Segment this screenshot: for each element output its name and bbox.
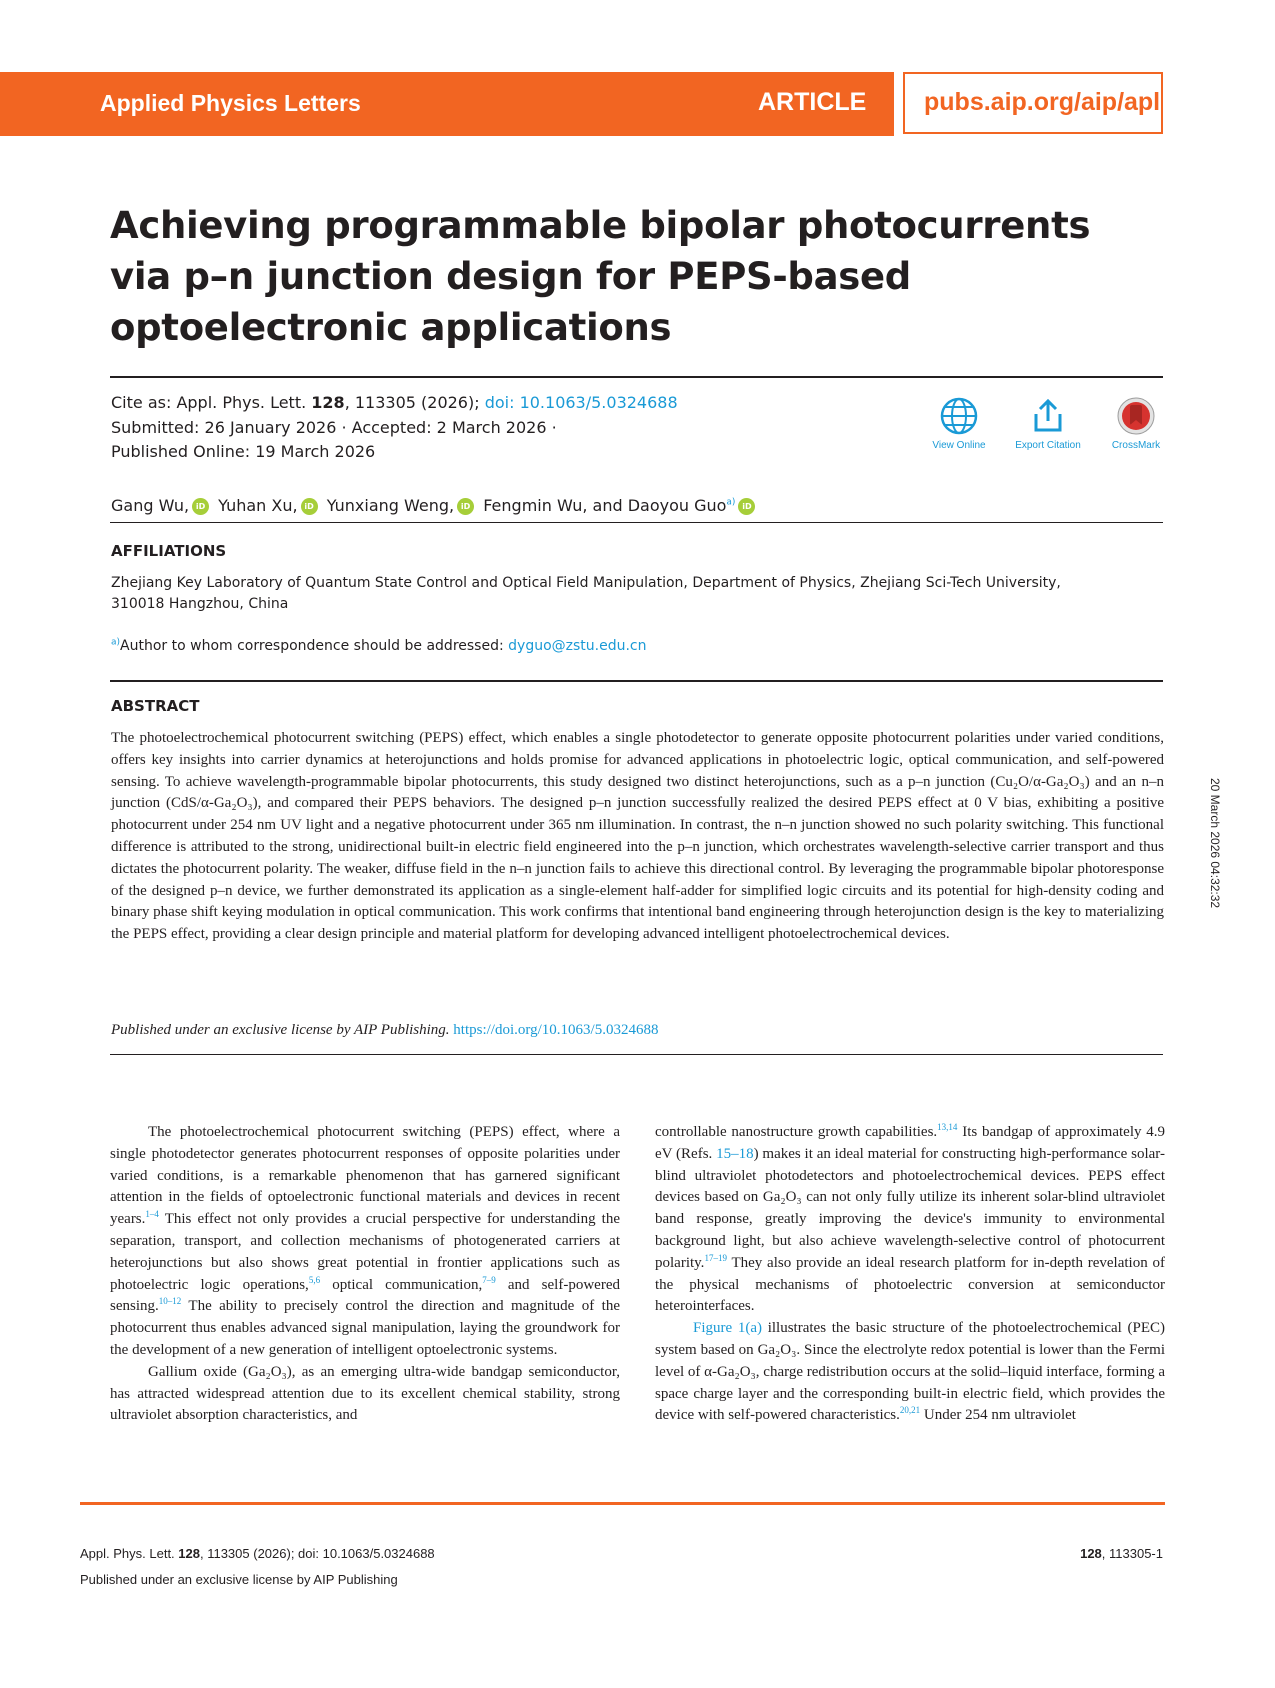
footer-citation: Appl. Phys. Lett. 128, 113305 (2026); doi: 10.1063/5.0324688: [80, 1546, 435, 1561]
view-online-button[interactable]: [914, 396, 1004, 451]
divider: [110, 1054, 1163, 1055]
export-citation-label: Export Citation: [1015, 440, 1081, 451]
reference-link[interactable]: 1–4: [145, 1209, 159, 1220]
reference-link[interactable]: 5,6: [308, 1274, 321, 1285]
footer-page-number: 128, 113305-1: [1080, 1546, 1163, 1561]
journal-url-link[interactable]: pubs.aip.org/aip/apl: [924, 88, 1161, 116]
paragraph: controllable nanostructure growth capabilities.$^{13,14}$ Its bandgap of approximately 4.9 eV (Refs. 15–18) makes it an ideal material for constructing high-performance solar-blind ultraviolet photodetectors and photoelectrochemical devices. PEPS effect devices based on Ga₂O₃ can not only fully utilize its inherent solar-blind ultraviolet band response, greatly improving the device's immunity to environmental background light, but also achieve wavelength-selective control of photocurrent polarity.$^{17-19}$ They also provide an ideal research platform for in-depth revelation of the physical mechanisms of photoelectric conversion at semiconductor heterointerfaces.: [655, 1122, 1166, 1315]
crossmark-button[interactable]: [1091, 396, 1181, 451]
reference-link[interactable]: 7–9: [482, 1274, 496, 1285]
figure-link[interactable]: Figure 1(a): [693, 1320, 763, 1337]
author-name[interactable]: Yunxiang Weng,: [326, 496, 455, 515]
paragraph: Gallium oxide (Ga₂O₃), as an emerging ultra-wide bandgap semiconductor, has attracted widespread attention due to its excellent chemical stability, strong ultraviolet absorption characteristics, and: [110, 1363, 620, 1424]
title-line: via p–n junction design for PEPS-based: [110, 255, 911, 298]
affiliations-heading: AFFILIATIONS: [111, 542, 227, 560]
author-name[interactable]: Fengmin Wu, and Daoyou Guo: [483, 496, 727, 515]
email-link[interactable]: dyguo@zstu.edu.cn: [508, 638, 647, 654]
affiliation-text: Zhejiang Key Laboratory of Quantum State Control and Optical Field Manipulation, Department of Physics, Zhejiang Sci-Tech University, 310018 Hangzhou, China: [111, 575, 1061, 612]
journal-name[interactable]: Applied Physics Letters: [100, 90, 361, 116]
globe-icon: [939, 396, 979, 436]
cite-volume: 128: [311, 393, 345, 412]
footer-license: Published under an exclusive license by AIP Publishing: [80, 1572, 398, 1587]
reference-link[interactable]: 10–12: [158, 1296, 182, 1307]
doi-link[interactable]: doi: 10.1063/5.0324688: [484, 393, 678, 412]
body-column-right: [655, 1122, 1165, 1427]
export-icon: [1028, 396, 1068, 436]
crossmark-icon: [1116, 396, 1156, 436]
license-line: Published under an exclusive license by AIP Publishing. https://doi.org/10.1063/5.0324688: [111, 1022, 659, 1038]
download-timestamp: 20 March 2026 04:32:32: [1208, 778, 1222, 909]
orcid-icon[interactable]: iD: [457, 498, 474, 515]
orcid-icon[interactable]: iD: [301, 498, 318, 515]
abstract-heading: ABSTRACT: [111, 697, 200, 715]
published-line: Published Online: 19 March 2026: [111, 442, 376, 461]
view-online-label: View Online: [932, 440, 986, 451]
orcid-icon[interactable]: iD: [192, 498, 209, 515]
divider: [110, 522, 1163, 523]
paragraph: Figure 1(a) illustrates the basic structure of the photoelectrochemical (PEC) system based on Ga₂O₃. Since the electrolyte redox potential is lower than the Fermi level of α-Ga₂O₃, charge redistribution occurs at the solid–liquid interface, forming a space charge layer and the corresponding built-in electric field, which provides the device with self-powered characteristics.$^{20,21}$ Under 254 nm ultraviolet: [655, 1320, 1165, 1424]
license-doi-link[interactable]: https://doi.org/10.1063/5.0324688: [453, 1022, 659, 1038]
title-line: optoelectronic applications: [110, 306, 672, 349]
article-type-label: ARTICLE: [758, 88, 867, 116]
article-title: [110, 200, 1140, 353]
reference-link[interactable]: 20,21: [899, 1405, 921, 1416]
reference-link[interactable]: 15–18: [716, 1145, 754, 1162]
correspondence-note: $^{a)}$Author to whom correspondence should be addressed: dyguo@zstu.edu.cn: [111, 637, 647, 654]
title-line: Achieving programmable bipolar photocurrents: [110, 204, 1091, 247]
divider: [110, 376, 1163, 378]
footer-rule: [80, 1502, 1165, 1505]
orcid-icon[interactable]: iD: [738, 498, 755, 515]
paragraph: The photoelectrochemical photocurrent switching (PEPS) effect, where a single photodetector generates photocurrent responses of opposite polarities under varied conditions, is a remarkable phenomenon that has garnered significant attention in the fields of optoelectronic functional materials and devices in recent years.$^{1-4}$ This effect not only provides a crucial perspective for understanding the separation, transport, and collection mechanisms of photogenerated carriers at heterojunctions but also shows great potential in frontier applications such as photoelectric logic operations,$^{5,6}$ optical communication,$^{7-9}$ and self-powered sensing.$^{10-12}$ The ability to precisely control the direction and magnitude of the photocurrent thus enables advanced signal manipulation, laying the groundwork for the development of a new generation of intelligent optoelectronic systems.: [110, 1124, 620, 1358]
export-citation-button[interactable]: [1003, 396, 1093, 451]
crossmark-label: CrossMark: [1111, 440, 1161, 451]
body-column-left: [110, 1122, 620, 1427]
author-name[interactable]: Yuhan Xu,: [218, 496, 298, 515]
corresponding-mark: a): [726, 497, 736, 508]
abstract-text: The photoelectrochemical photocurrent switching (PEPS) effect, which enables a single photodetector to generate opposite photocurrent polarities under varied conditions, offers key insights into carrier dynamics at heterojunctions and holds promise for advanced applications in photoelectric logic, optical communication, and self-powered sensing. To achieve wavelength-programmable bipolar photocurrents, this study designed two distinct heterojunctions, such as a p–n junction (Cu₂O/α-Ga₂O₃) and an n–n junction (CdS/α-Ga₂O₃), and compared their PEPS behaviors. The designed p–n junction successfully realized the desired PEPS effect at 0 V bias, exhibiting a positive photocurrent under 254 nm UV light and a negative photocurrent under 365 nm illumination. In contrast, the n–n junction showed no such polarity switching. This functional difference is attributed to the strong, unidirectional built-in electric field engineered into the p–n junction, which orchestrates wavelength-selective carrier transport and thus dictates the photocurrent polarity. The weaker, diffuse field in the n–n junction fails to achieve this directional control. By leveraging the programmable bipolar photoresponse of the designed p–n device, we further demonstrated its application as a single-element half-adder for simplified logic circuits and its potential for high-density coding and binary phase shift keying modulation in optical communication. This work confirms that intentional band engineering through heterojunction design is the key to materializing the PEPS effect, providing a clear design principle and material platform for developing advanced intelligent photoelectrochemical devices.: [111, 730, 1164, 943]
dates-line: Submitted: 26 January 2026 · Accepted: 2 March 2026 ·: [111, 418, 557, 437]
divider: [110, 680, 1163, 682]
cite-line: Cite as: Appl. Phys. Lett. 128, 113305 (2026); doi: 10.1063/5.0324688: [111, 393, 678, 412]
reference-link[interactable]: 17–19: [704, 1252, 727, 1263]
author-name[interactable]: Gang Wu,: [111, 496, 190, 515]
author-list: [111, 496, 759, 515]
reference-link[interactable]: 13,14: [937, 1122, 958, 1132]
